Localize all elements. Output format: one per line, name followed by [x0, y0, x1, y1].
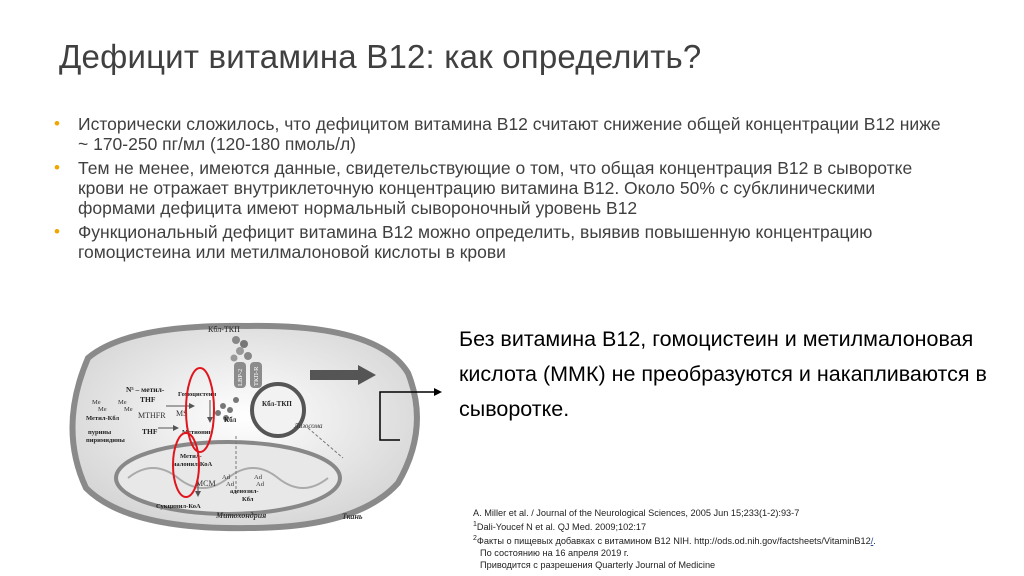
- slide-title: Дефицит витамина В12: как определить?: [59, 38, 702, 75]
- bullet-item: [54, 222, 954, 262]
- label-kbl-tkp-top: Кбл-ТКП: [208, 325, 240, 334]
- reference-2: [473, 533, 993, 547]
- label-thf-2: THF: [142, 427, 158, 436]
- bullet-text: Исторически сложилось, что дефицитом витамина В12 считают снижение общей концентрации В12 ниже ~ 170-250 пг/мл (120-180 пмоль/л): [78, 114, 941, 154]
- label-tkp-r: ТКП-R: [253, 366, 260, 386]
- label-n5-methyl: N⁵ – метил-: [126, 385, 165, 394]
- label-adenosyl-1: аденозил-: [230, 488, 259, 495]
- label-ad-1: Ad: [222, 474, 230, 481]
- reference-note-date: По состоянию на 16 апреля 2019 г.: [480, 548, 629, 559]
- bullet-dot-icon: •: [54, 222, 60, 241]
- label-methyl-kbl: Метил-Кбл: [86, 415, 120, 422]
- bullet-item: [54, 114, 954, 154]
- label-tissue: Ткань: [342, 512, 363, 521]
- label-methylmalonyl-2: малонил-КоА: [172, 461, 213, 468]
- label-mcm: MCM: [196, 479, 216, 488]
- label-methylmalonyl-1: Метил-: [180, 453, 202, 460]
- label-ad-2: Ad: [254, 474, 262, 481]
- label-purines: пурины: [88, 429, 112, 436]
- reference-1-text: Dali-Youcef N et al. QJ Med. 2009;102:17: [476, 522, 647, 533]
- reference-2-link[interactable]: /: [870, 536, 874, 547]
- label-me-3: Me: [98, 406, 107, 413]
- label-thf-1: THF: [140, 395, 156, 404]
- label-methionine: Метионин: [182, 429, 213, 436]
- label-me-1: Me: [92, 399, 101, 406]
- reference-1-marker: 1: [473, 521, 477, 528]
- callout-text: Без витамина В12, гомоцистеин и метилмалоновая кислота (ММК) не преобразуются и накапливаются в сыворотке.: [459, 327, 987, 421]
- reference-2-text: Факты о пищевых добавках с витамином B12 NIH. http://ods.od.nih.gov/factsheets/VitaminB12: [476, 536, 871, 547]
- reference-1: [473, 519, 993, 533]
- label-succinyl: Сукцинил-КоА: [156, 503, 201, 510]
- label-ad-3: Ad: [226, 481, 234, 488]
- reference-a: A. Miller et al. / Journal of the Neurological Sciences, 2005 Jun 15;233(1-2):93-7: [473, 508, 800, 518]
- bullet-text: Тем не менее, имеются данные, свидетельствующие о том, что общая концентрация В12 в сыворотке крови не отражает внутриклеточную концентрацию витамина В12. Около 50% с субклиническими формами дефицита имеют нормальный сывороночный уровень В12: [78, 158, 913, 218]
- b12-metabolism-diagram: [58, 318, 442, 536]
- bullet-dot-icon: •: [54, 114, 60, 133]
- label-lbp: LBP-2: [237, 368, 244, 386]
- label-ad-4: Ad: [256, 481, 264, 488]
- label-ms: MS: [176, 409, 188, 418]
- bullet-list: [54, 114, 954, 266]
- label-me-2: Me: [118, 399, 127, 406]
- bullet-item: [54, 158, 954, 218]
- label-kbl: Кбл: [224, 416, 237, 424]
- bullet-dot-icon: •: [54, 158, 60, 177]
- label-homocysteine: Гомоцистеин: [178, 391, 217, 398]
- label-mitochondria: Митохондрия: [216, 511, 267, 520]
- label-me-4: Me: [124, 406, 133, 413]
- label-mthfr: MTHFR: [138, 411, 166, 420]
- label-adenosyl-2: Кбл: [242, 496, 254, 503]
- callout-pointer-arrow: [434, 388, 442, 396]
- reference-2-end: .: [873, 536, 876, 547]
- label-kbl-tkp-vesicle: Кбл-ТКП: [262, 400, 292, 408]
- references: [473, 507, 993, 571]
- label-lysosome: Лизосома: [294, 422, 323, 430]
- reference-2-marker: 2: [473, 535, 477, 543]
- label-pyrimidines: пиримидины: [86, 437, 125, 444]
- bullet-text: Функциональный дефицит витамина В12 можно определить, выявив повышенную концентрацию гомоцистеина или метилмалоновой кислоты в крови: [78, 222, 873, 262]
- reference-note-permission: Приводится с разрешения Quarterly Journal of Medicine: [480, 560, 716, 571]
